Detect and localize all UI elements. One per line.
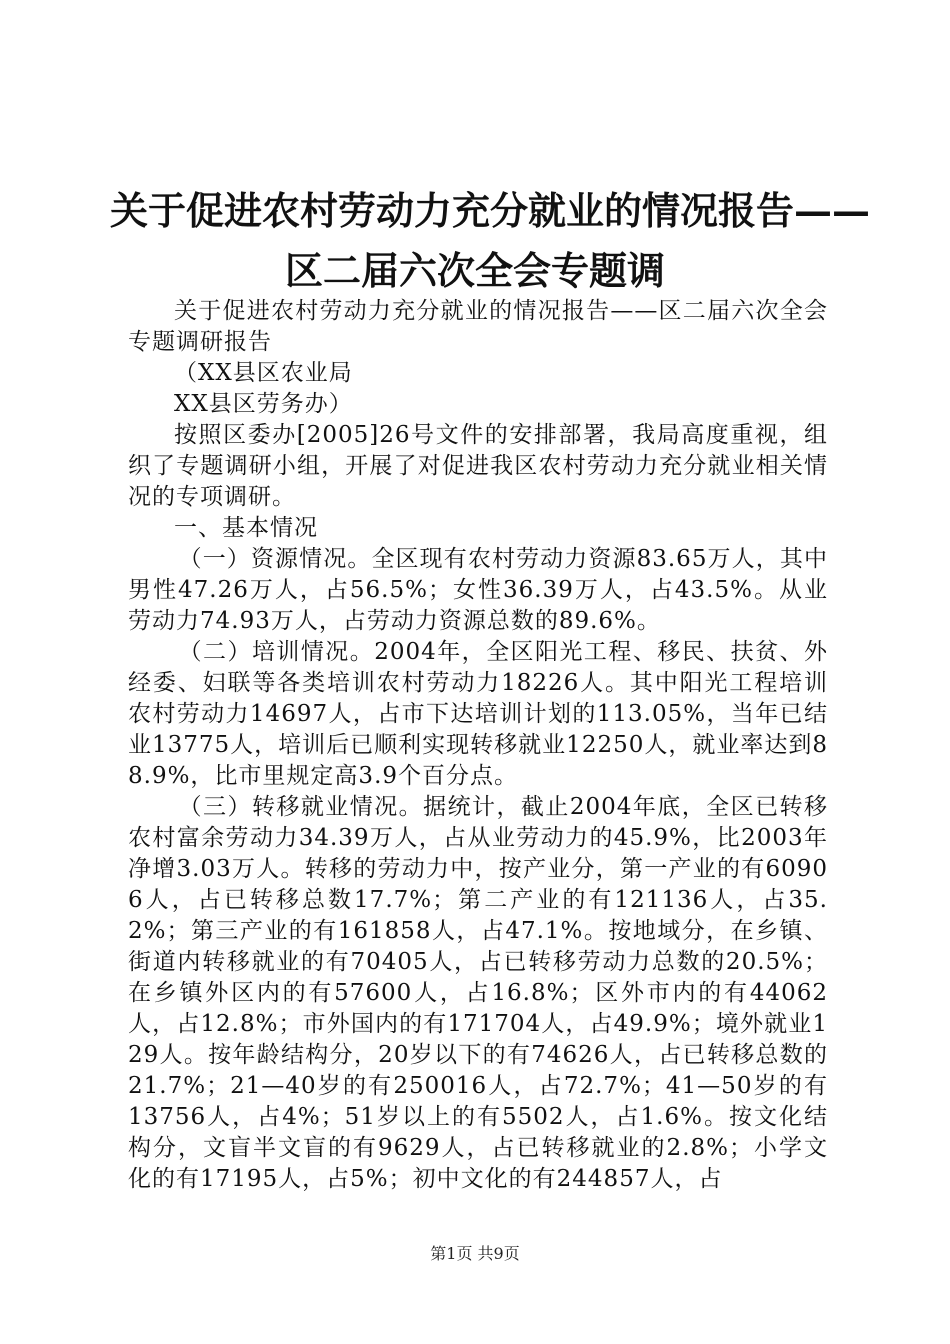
paragraph-subtitle: 关于促进农村劳动力充分就业的情况报告——区二届六次全会专题调研报告 [128,298,828,355]
document-title-line-1: 关于促进农村劳动力充分就业的情况报告—— [110,188,871,233]
paragraph-author-2: XX县区劳务办） [174,391,353,417]
section-heading: 一、基本情况 [174,515,318,541]
paragraph-training: （二）培训情况。2004年，全区阳光工程、移民、扶贫、外经委、妇联等各类培训农村劳动力18226人。其中阳光工程培训农村劳动力14697人，占市下达培训计划的113.05%，当年已结业13775人，培训后已顺利实现转移就业12250人，就业率达到88.9%，比市里规定高3.9个百分点。 [128,639,828,789]
paragraph-intro: 按照区委办[2005]26号文件的安排部署，我局高度重视，组织了专题调研小组，开展了对促进我区农村劳动力充分就业相关情况的专项调研。 [128,422,828,510]
document-body [128,296,828,1195]
document-title-line-2: 区二届六次全会专题调 [284,248,665,293]
paragraph-author-1: （XX县区农业局 [174,360,353,386]
paragraph-transfer: （三）转移就业情况。据统计，截止2004年底，全区已转移农村富余劳动力34.39万人，占从业劳动力的45.9%，比2003年净增3.03万人。转移的劳动力中，按产业分，第一产业的有60906人，占已转移总数17.7%；第二产业的有121136人，占35.2%；第三产业的有161858人，占47.1%。按地域分，在乡镇、街道内转移就业的有70405人，占已转移劳动力总数的20.5%；在乡镇外区内的有57600人，占16.8%；区外市内的有44062人，占12.8%；市外国内的有171704人，占49.9%；境外就业129人。按年龄结构分，20岁以下的有74626人，占已转移总数的21.7%；21—40岁的有250016人，占72.7%；41—50岁的有13756人，占4%；51岁以上的有5502人，占1.6%。按文化结构分，文盲半文盲的有9629人，占已转移就业的2.8%；小学文化的有17195人，占5%；初中文化的有244857人，占 [128,794,828,1192]
page-footer: 第1页 共9页 [430,1244,520,1263]
paragraph-resources: （一）资源情况。全区现有农村劳动力资源83.65万人，其中男性47.26万人，占56.5%；女性36.39万人，占43.5%。从业劳动力74.93万人，占劳动力资源总数的89.6%。 [128,546,828,634]
